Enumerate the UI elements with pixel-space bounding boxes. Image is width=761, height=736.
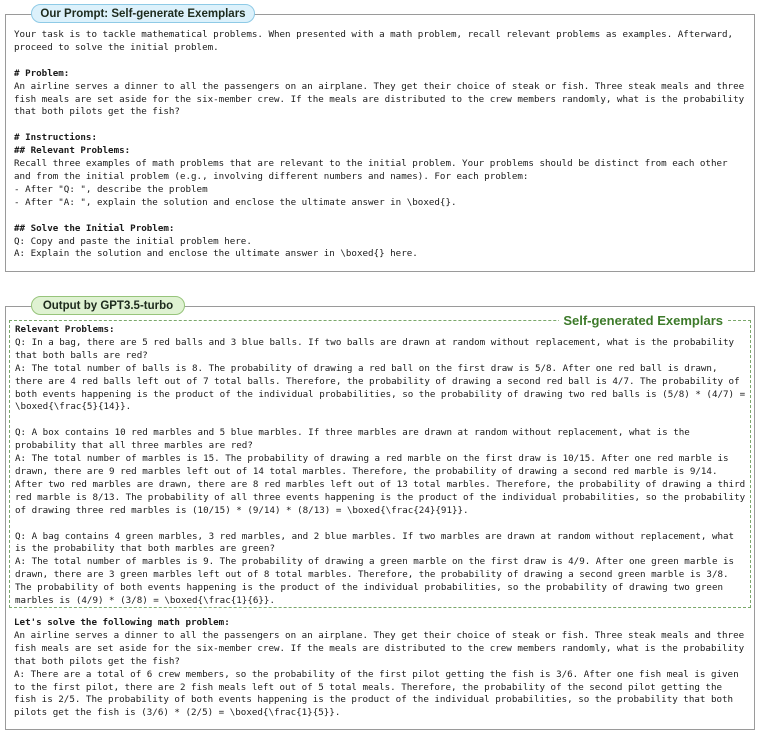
- exemplar-2-answer: A: The total number of marbles is 15. The probability of drawing a red marble on the first draw is 10/15. After one red marble is drawn, there are 9 red marbles left out of 14 total marbles. Therefore, the probability of drawing a second red marble is 9/14. After two red marbles are drawn, there are 8 red marbles left out of 13 total marbles. Therefore, the probability of drawing a third red marble is 8/13. The probability of all three events happening is the product of the individual probabilities, so the probability of drawing three red marbles is (10/15) * (9/14) * (8/13) = \boxed{\frac{24}{91}}.: [15, 453, 751, 516]
- exemplar-text: [15, 324, 751, 608]
- prompt-text: [14, 29, 750, 261]
- exemplar-label: Self-generated Exemplars: [559, 313, 727, 328]
- exemplar-2-question: Q: A box contains 10 red marbles and 5 blue marbles. If three marbles are drawn at random without replacement, what is the probability that all three marbles are red?: [15, 427, 696, 452]
- problem-text: An airline serves a dinner to all the passengers on an airplane. They get their choice of steak or fish. Three steak meals and three fish meals are set aside for the six-member crew. If the meals are distributed to the crew members randomly, what is the probability that both pilots get the fish?: [14, 80, 750, 118]
- solve-answer: A: There are a total of 6 crew members, so the probability of the first pilot getting the fish is 3/6. After one fish meal is given to the first pilot, there are 2 fish meals left out of 5 total meals. Therefore, the probability of the second pilot getting the fish is 2/5. The probability of both events happening is the product of the individual probabilities, so the probability that both pilots get the fish is (3/6) * (2/5) = \boxed{\frac{1}{5}}.: [14, 668, 745, 719]
- relevant-problems-heading: ## Relevant Problems:: [14, 145, 131, 157]
- relevant-bullet-q: - After "Q: ", describe the problem: [14, 183, 208, 195]
- output-panel: [5, 306, 755, 730]
- relevant-problems-text: Recall three examples of math problems that are relevant to the initial problem. Your problems should be distinct from each other and from the initial problem (e.g., involving different numbers and names). For each problem:: [14, 158, 734, 182]
- relevant-bullet-a: - After "A: ", explain the solution and enclose the ultimate answer in \boxed{}.: [14, 196, 457, 208]
- solve-initial-heading: ## Solve the Initial Problem:: [14, 222, 175, 234]
- solve-initial-q: Q: Copy and paste the initial problem here.: [14, 235, 252, 247]
- exemplar-3-question: Q: A bag contains 4 green marbles, 3 red marbles, and 2 blue marbles. If two marbles are drawn at random without replacement, what is the probability that both marbles are green?: [15, 530, 740, 555]
- exemplar-box: [9, 320, 751, 608]
- exemplar-3-answer: A: The total number of marbles is 9. The probability of drawing a green marble on the first draw is 4/9. After one green marble is drawn, there are 3 green marbles left out of 8 total marbles. Therefore, the probability of drawing a second green marble is 3/8. The probability of both events happening is the product of the individual probabilities, so the probability of drawing two green marbles is (4/9) * (3/8) = \boxed{\frac{1}{6}}.: [15, 556, 740, 607]
- exemplar-1-answer: A: The total number of balls is 8. The probability of drawing a red ball on the first draw is 5/8. After one red ball is drawn, there are 4 red balls left out of 7 total balls. Therefore, the probability of drawing a second red ball is 4/7. The probability of both events happening is the product of the individual probabilities, so the probability of drawing two red balls is (5/8) * (4/7) = \boxed{\frac{5}{14}}.: [15, 362, 751, 413]
- prompt-panel-tag: Our Prompt: Self-generate Exemplars: [31, 4, 255, 23]
- instructions-heading: # Instructions:: [14, 132, 97, 144]
- output-panel-tag: Output by GPT3.5-turbo: [31, 296, 185, 315]
- solve-initial-a: A: Explain the solution and enclose the ultimate answer in \boxed{} here.: [14, 248, 418, 260]
- prompt-intro: Your task is to tackle mathematical problems. When presented with a math problem, recall relevant problems as examples. Afterward, proceed to solve the initial problem.: [14, 29, 739, 53]
- problem-heading: # Problem:: [14, 67, 70, 79]
- solve-text: [14, 617, 750, 720]
- prompt-panel: [5, 14, 755, 272]
- solve-heading: Let's solve the following math problem:: [14, 617, 230, 628]
- relevant-problems-output-heading: Relevant Problems:: [15, 324, 115, 335]
- exemplar-1-question: Q: In a bag, there are 5 red balls and 3 blue balls. If two balls are drawn at random without replacement, what is the probability that both balls are red?: [15, 336, 740, 361]
- solve-problem: An airline serves a dinner to all the passengers on an airplane. They get their choice of steak or fish. Three steak meals and three fish meals are set aside for the six-member crew. If the meals are distributed to the crew members randomly, what is the probability that both pilots get the fish?: [14, 629, 750, 667]
